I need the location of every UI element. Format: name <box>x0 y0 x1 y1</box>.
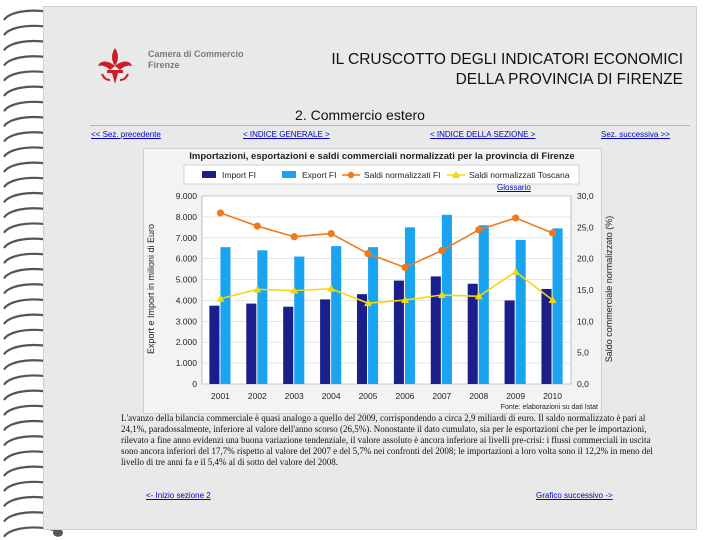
legend-label: Saldi normalizzati Toscana <box>469 170 570 180</box>
plot-area <box>176 191 594 401</box>
bar-import <box>246 304 256 384</box>
prev-section-link[interactable]: << Sez. precedente <box>91 130 161 139</box>
y-tick-label-left: 1.000 <box>175 358 197 369</box>
x-tick-label: 2005 <box>358 391 378 401</box>
trade-chart <box>144 149 614 413</box>
line-point-fi <box>328 230 335 237</box>
x-tick-label: 2009 <box>506 391 526 401</box>
bar-export <box>442 215 452 384</box>
bar-import <box>357 294 367 384</box>
line-point-fi <box>401 264 408 271</box>
legend-marker <box>348 172 354 178</box>
title-line1: IL CRUSCOTTO DEGLI INDICATORI ECONOMICI <box>331 51 683 68</box>
y-tick-label-left: 2.000 <box>175 337 197 348</box>
chart-container <box>143 148 614 414</box>
bar-export <box>405 227 415 384</box>
x-tick-label: 2010 <box>543 391 563 401</box>
x-tick-label: 2006 <box>395 391 415 401</box>
bar-export <box>294 257 304 384</box>
x-tick-label: 2003 <box>284 391 304 401</box>
y-tick-label-right: 20,0 <box>577 253 594 264</box>
line-point-fi <box>549 229 556 236</box>
line-point-fi <box>475 226 482 233</box>
y-tick-label-right: 15,0 <box>577 285 594 295</box>
next-section-link[interactable]: Sez. successiva >> <box>601 130 670 139</box>
y-axis-label-left: Export e Import in milioni di Euro <box>146 223 156 355</box>
legend-swatch <box>202 171 216 178</box>
bar-import <box>320 299 330 384</box>
glossario-link[interactable]: Glossario <box>497 183 531 192</box>
y-tick-label-right: 10,0 <box>577 316 594 327</box>
bar-export <box>220 247 230 384</box>
general-index-link[interactable]: < INDICE GENERALE > <box>243 130 330 139</box>
y-tick-label-right: 0,0 <box>577 379 589 389</box>
y-tick-label-left: 9.000 <box>175 191 197 201</box>
y-tick-label-left: 7.000 <box>175 232 197 243</box>
legend-label: Import FI <box>222 170 257 180</box>
y-tick-label-left: 8.000 <box>175 211 197 222</box>
y-tick-label-right: 25,0 <box>577 222 594 233</box>
section-start-link[interactable]: <- Inizio sezione 2 <box>146 491 211 500</box>
y-tick-label-right: 5,0 <box>577 347 589 358</box>
chart-source: Fonte: elaborazioni su dati Istat <box>500 404 598 411</box>
next-chart-link[interactable]: Grafico successivo -> <box>536 491 613 500</box>
bar-export <box>257 250 267 384</box>
bar-import <box>283 307 293 384</box>
analysis-paragraph: L'avanzo della bilancia commerciale è quasi analogo a quello del 2009, corrispondendo a circa 2,9 miliardi di euro. Il saldo normalizzato è pari al 24,1%, paradossalmente, inferiore al valore dell'anno scorso (26,5%). Nonostante il dato cumulato, sia per le esportazioni che per le importazioni, rilevato a fine anno evidenzi una buona variazione tendenziale, il valore assoluto è ancora inferiore ai livelli pre-crisi: i flussi commerciali in uscita sono ancora inferiori del 17,7% rispetto al valore del 2007 e del 5,7% nei confronti del 2008; le importazioni a loro volta sono il 12,2% in meno del livello di tre anni fa e il 5,4% al di sotto del valore del 2008. <box>121 413 653 467</box>
line-point-fi <box>217 209 224 216</box>
legend-label: Saldi normalizzati FI <box>364 170 441 180</box>
x-tick-label: 2004 <box>321 391 341 401</box>
bar-export <box>516 240 526 384</box>
line-point-fi <box>291 233 298 240</box>
florence-lily-icon <box>90 44 140 88</box>
logo-line2: Firenze <box>148 60 180 70</box>
bar-export <box>479 225 489 384</box>
page-title <box>253 50 683 90</box>
line-point-fi <box>512 214 519 221</box>
x-tick-label: 2002 <box>247 391 267 401</box>
y-tick-label-left: 6.000 <box>175 253 197 264</box>
x-tick-label: 2001 <box>210 391 230 401</box>
line-point-fi <box>254 222 261 229</box>
title-line2: DELLA PROVINCIA DI FIRENZE <box>455 71 683 88</box>
bar-import <box>394 281 404 384</box>
y-tick-label-left: 4.000 <box>175 295 197 306</box>
x-tick-label: 2008 <box>469 391 489 401</box>
bar-export <box>553 228 563 384</box>
line-point-fi <box>364 250 371 257</box>
bar-import <box>541 289 551 384</box>
bar-export <box>331 246 341 384</box>
x-tick-label: 2007 <box>432 391 452 401</box>
section-divider <box>90 125 690 126</box>
legend-swatch <box>282 171 296 178</box>
logo-line1: Camera di Commercio <box>148 49 244 59</box>
y-tick-label-left: 5.000 <box>175 274 197 285</box>
bar-import <box>209 306 219 384</box>
y-axis-label-right: Saldo commerciale normalizzato (%) <box>604 215 614 363</box>
y-tick-label-right: 30,0 <box>577 191 594 201</box>
section-index-link[interactable]: < INDICE DELLA SEZIONE > <box>430 130 536 139</box>
section-title: 2. Commercio estero <box>295 107 425 123</box>
bar-import <box>505 300 515 384</box>
y-tick-label-left: 3.000 <box>175 316 197 327</box>
chart-title: Importazioni, esportazioni e saldi commerciali normalizzati per la provincia di Firenze <box>189 151 575 162</box>
bar-import <box>431 276 441 384</box>
y-tick-label-left: 0 <box>192 379 197 389</box>
bar-export <box>368 247 378 384</box>
line-point-fi <box>438 247 445 254</box>
chamber-logo <box>90 44 250 88</box>
legend-label: Export FI <box>302 170 337 180</box>
